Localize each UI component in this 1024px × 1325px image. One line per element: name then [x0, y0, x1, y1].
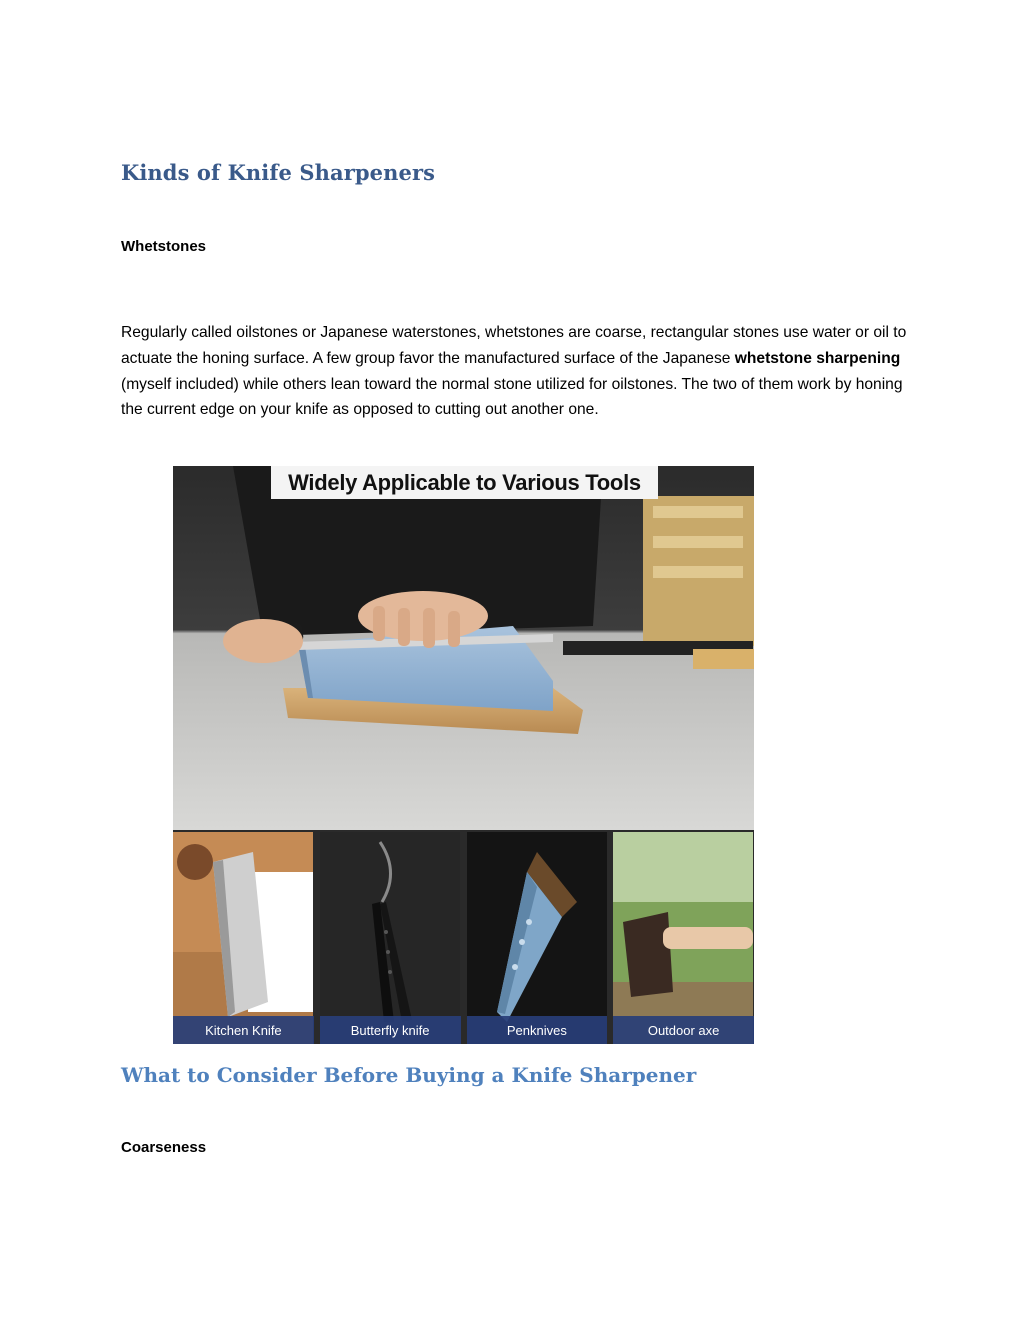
tile-label-penknives: Penknives: [467, 1016, 608, 1044]
sharpening-photo: [173, 466, 754, 830]
subheading-coarseness: Coarseness: [121, 1139, 207, 1156]
whetstone-sharpening-bold: whetstone sharpening: [734, 349, 901, 367]
tile-kitchen-knife: [173, 832, 314, 1044]
kitchen-knife-image: [173, 832, 313, 1044]
tile-butterfly-knife: [320, 832, 461, 1044]
butterfly-knife-image: [320, 832, 460, 1044]
paragraph-text-1: Regularly called oilstones or Japanese waterstones, whetstones are coarse, rectangular stones use water or oil to actuate the honing surface. A few group favor the manufactured surface of the Japanese: [121, 324, 907, 367]
tile-outdoor-axe: [613, 832, 754, 1044]
tool-tiles: [173, 832, 754, 1044]
section-heading-consider: What to Consider Before Buying a Knife Sharpener: [121, 1063, 697, 1087]
tile-label-butterfly-knife: Butterfly knife: [320, 1016, 461, 1044]
outdoor-axe-image: [613, 832, 753, 1044]
paragraph-text-2: (myself included) while others lean toward the normal stone utilized for oilstones. The two of them work by honing the current edge on your knife as opposed to cutting out another one.: [121, 375, 903, 419]
whetstone-product-image: [173, 466, 754, 1044]
whetstones-paragraph: [121, 320, 916, 423]
penknife-image: [467, 832, 607, 1044]
image-banner: Widely Applicable to Various Tools: [271, 466, 658, 499]
tile-penknives: [467, 832, 608, 1044]
subheading-whetstones: Whetstones: [121, 238, 207, 255]
tile-label-kitchen-knife: Kitchen Knife: [173, 1016, 314, 1044]
tile-label-outdoor-axe: Outdoor axe: [613, 1016, 754, 1044]
section-heading-kinds: Kinds of Knife Sharpeners: [121, 160, 436, 185]
